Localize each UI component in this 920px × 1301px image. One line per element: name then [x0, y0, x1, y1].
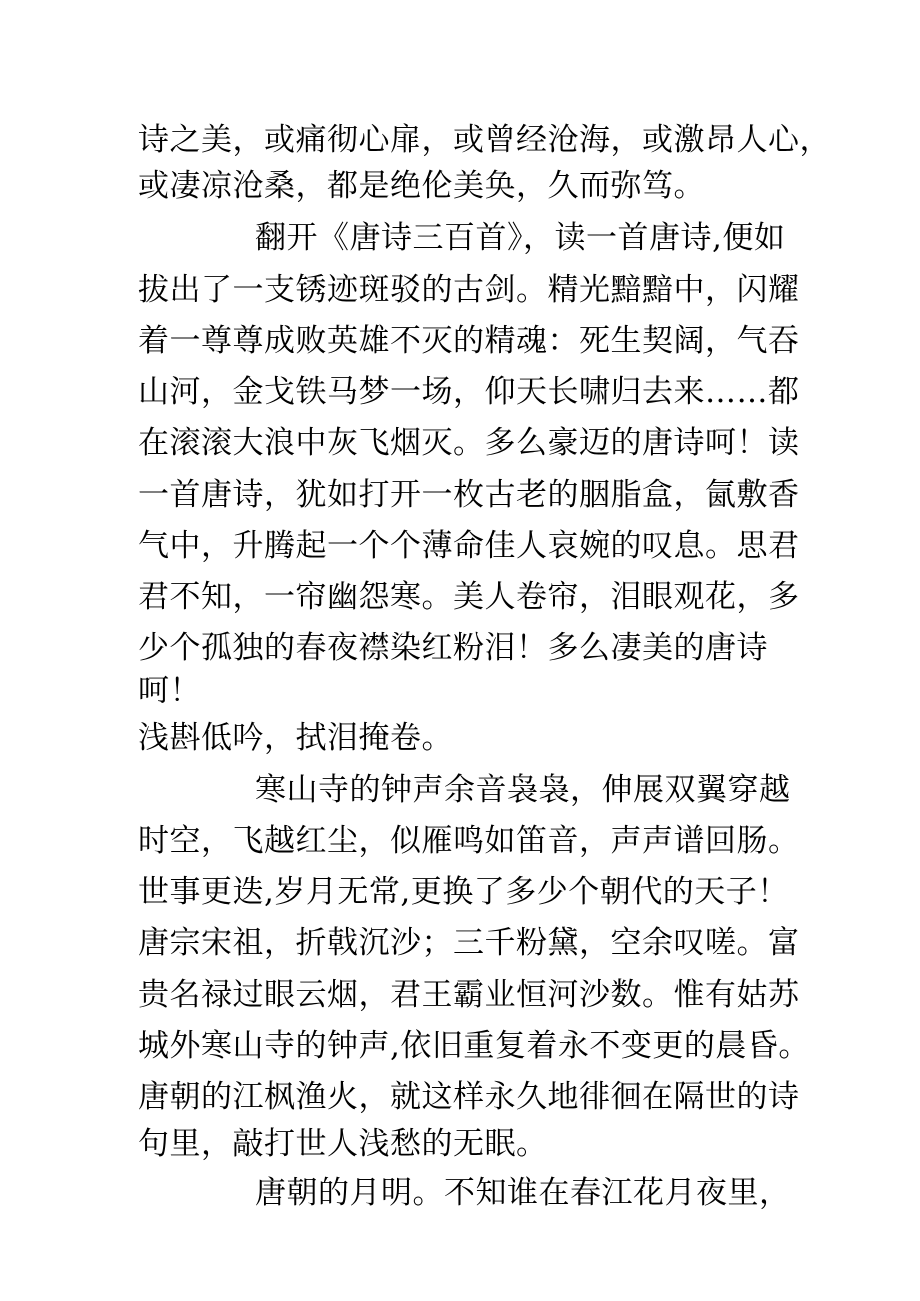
- text-line-20: 唐朝的江枫渔火，就这样永久地徘徊在隔世的诗: [138, 1079, 800, 1115]
- text-line-13: 浅斟低吟，拭泪掩卷。: [138, 720, 453, 756]
- text-line-21: 句里，敲打世人浅愁的无眠。: [138, 1126, 548, 1162]
- text-line-11: 少个孤独的春夜襟染红粉泪！多么凄美的唐诗: [138, 630, 768, 666]
- text-line-5: 着一尊尊成败英雄不灭的精魂：死生契阔，气吞: [138, 323, 800, 359]
- text-line-1: 诗之美，或痛彻心扉，或曾经沧海，或激昂人心，: [138, 122, 831, 158]
- text-line-15: 时空，飞越红尘，似雁鸣如笛音，声声谱回肠。: [138, 823, 800, 859]
- text-line-17: 唐宗宋祖，折戟沉沙；三千粉黛，空余叹嗟。富: [138, 925, 800, 961]
- text-line-10: 君不知，一帘幽怨寒。美人卷帘，泪眼观花，多: [138, 579, 800, 615]
- text-line-14: 寒山寺的钟声余音袅袅，伸展双翼穿越: [255, 772, 791, 808]
- text-line-4: 拔出了一支锈迹斑驳的古剑。精光黯黯中，闪耀: [138, 272, 800, 308]
- text-line-8: 一首唐诗，犹如打开一枚古老的胭脂盒，氤敷香: [138, 477, 800, 513]
- text-line-16: 世事更迭,岁月无常,更换了多少个朝代的天子！: [138, 874, 789, 910]
- text-line-18: 贵名禄过眼云烟，君王霸业恒河沙数。惟有姑苏: [138, 977, 800, 1013]
- text-line-19: 城外寒山寺的钟声,依旧重复着永不变更的晨昏。: [138, 1028, 810, 1064]
- text-line-9: 气中，升腾起一个个薄命佳人哀婉的叹息。思君: [138, 528, 800, 564]
- text-line-22: 唐朝的月明。不知谁在春江花月夜里，: [255, 1175, 791, 1211]
- text-line-12: 呵！: [138, 673, 201, 709]
- text-line-7: 在滚滚大浪中灰飞烟灭。多么豪迈的唐诗呵！读: [138, 425, 800, 461]
- text-line-2: 或凄凉沧桑，都是绝伦美奂，久而弥笃。: [138, 168, 705, 204]
- text-line-6: 山河，金戈铁马梦一场，仰天长啸归去来……都: [138, 374, 800, 410]
- text-line-3: 翻开《唐诗三百首》，读一首唐诗,便如: [255, 220, 786, 256]
